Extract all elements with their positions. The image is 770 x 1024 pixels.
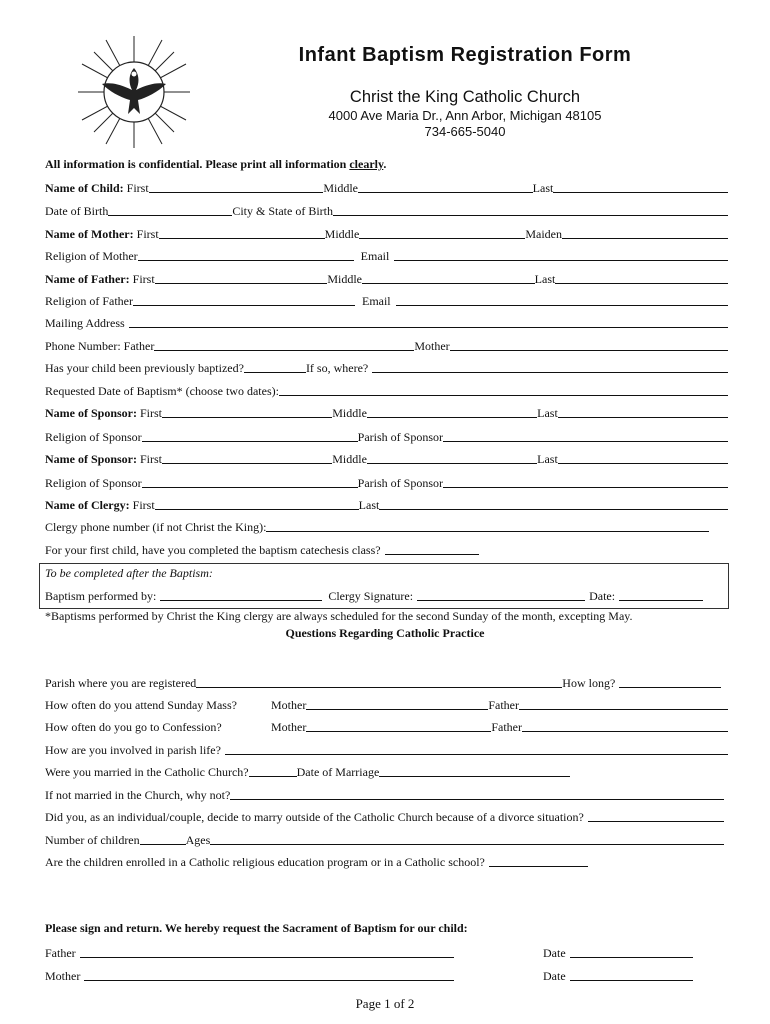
married-field[interactable] xyxy=(249,776,297,777)
birth-city-field[interactable] xyxy=(333,215,728,216)
child-name-row: Name of Child: First Middle Last xyxy=(45,178,728,196)
father-last-field[interactable] xyxy=(555,283,728,284)
sponsor1-last-field[interactable] xyxy=(558,417,728,418)
father-signature-row: Father xyxy=(45,943,454,961)
why-not-field[interactable] xyxy=(230,799,724,800)
mass-row: How often do you attend Sunday Mass? Mother Father xyxy=(45,695,728,713)
child-first-field[interactable] xyxy=(149,192,324,193)
religion-sponsor1-field[interactable] xyxy=(142,441,358,442)
mother-signature-field[interactable] xyxy=(84,980,454,981)
divorce-row: Did you, as an individual/couple, decide to marry outside of the Catholic Church because of a divorce situation? xyxy=(45,807,724,825)
questions-heading: Questions Regarding Catholic Practice xyxy=(285,626,485,640)
mother-first-field[interactable] xyxy=(159,238,325,239)
child-last-field[interactable] xyxy=(553,192,728,193)
father-first-field[interactable] xyxy=(155,283,328,284)
children-count-field[interactable] xyxy=(140,844,186,845)
mass-mother-field[interactable] xyxy=(306,709,488,710)
birth-date-field[interactable] xyxy=(108,215,232,216)
father-date-row: Date xyxy=(543,943,693,961)
clergy-signature-field[interactable] xyxy=(417,600,585,601)
father-date-field[interactable] xyxy=(570,957,693,958)
enrolled-row: Are the children enrolled in a Catholic religious education program or in a Catholic school? xyxy=(45,852,588,870)
sponsor2-middle-field[interactable] xyxy=(367,463,537,464)
sponsor2-last-field[interactable] xyxy=(558,463,728,464)
mother-name-row: Name of Mother: First Middle Maiden xyxy=(45,224,728,242)
birth-row: Date of Birth City & State of Birth xyxy=(45,201,728,219)
religion-sponsor2-field[interactable] xyxy=(142,487,358,488)
post-baptism-heading: To be completed after the Baptism: xyxy=(45,566,213,580)
clergy-phone-row: Clergy phone number (if not Christ the King): xyxy=(45,517,709,535)
religion-mother-row: Religion of Mother Email xyxy=(45,246,728,264)
parish-field[interactable] xyxy=(196,687,562,688)
intro-text: All information is confidential. Please print all information clearly. xyxy=(45,157,387,171)
mailing-address-field[interactable] xyxy=(129,327,728,328)
sponsor2-name-row: Name of Sponsor: First Middle Last xyxy=(45,449,728,467)
church-name: Christ the King Catholic Church xyxy=(349,88,581,106)
clergy-name-row: Name of Clergy: First Last xyxy=(45,495,728,513)
signature-heading: Please sign and return. We hereby request the Sacrament of Baptism for our child: xyxy=(45,921,468,935)
mother-date-field[interactable] xyxy=(570,980,693,981)
child-middle-field[interactable] xyxy=(358,192,533,193)
divorce-field[interactable] xyxy=(588,821,724,822)
confession-mother-field[interactable] xyxy=(306,731,491,732)
requested-row: Requested Date of Baptism* (choose two dates): xyxy=(45,381,728,399)
involved-row: How are you involved in parish life? xyxy=(45,740,728,758)
marriage-date-field[interactable] xyxy=(379,776,570,777)
page-number: Page 1 of 2 xyxy=(355,996,415,1011)
religion-sponsor1-row: Religion of Sponsor Parish of Sponsor xyxy=(45,427,728,445)
religion-father-field[interactable] xyxy=(133,305,355,306)
how-long-field[interactable] xyxy=(619,687,721,688)
father-name-row: Name of Father: First Middle Last xyxy=(45,269,728,287)
baptized-field[interactable] xyxy=(244,372,306,373)
father-middle-field[interactable] xyxy=(362,283,535,284)
married-row: Were you married in the Catholic Church? Date of Marriage xyxy=(45,762,570,780)
form-title: Infant Baptism Registration Form xyxy=(298,44,632,66)
religion-mother-field[interactable] xyxy=(138,260,354,261)
religion-father-row: Religion of Father Email xyxy=(45,291,728,309)
sponsor1-first-field[interactable] xyxy=(162,417,332,418)
confession-father-field[interactable] xyxy=(522,731,728,732)
clergy-last-field[interactable] xyxy=(379,509,728,510)
involved-field[interactable] xyxy=(225,754,728,755)
confession-row: How often do you go to Confession? Mother Father xyxy=(45,717,728,735)
mother-email-field[interactable] xyxy=(394,260,728,261)
footnote: *Baptisms performed by Christ the King clergy are always scheduled for the second Sunday of the month, excepting May. xyxy=(45,609,633,623)
clergy-first-field[interactable] xyxy=(155,509,359,510)
parish-sponsor1-field[interactable] xyxy=(443,441,728,442)
baptism-date-field[interactable] xyxy=(619,600,703,601)
post-baptism-row: Baptism performed by: Clergy Signature: Date: xyxy=(45,586,703,604)
mass-father-field[interactable] xyxy=(519,709,728,710)
religion-sponsor2-row: Religion of Sponsor Parish of Sponsor xyxy=(45,473,728,491)
catechesis-field[interactable] xyxy=(385,554,479,555)
sponsor1-middle-field[interactable] xyxy=(367,417,537,418)
mother-date-row: Date xyxy=(543,966,693,984)
father-phone-field[interactable] xyxy=(154,350,414,351)
sponsor2-first-field[interactable] xyxy=(162,463,332,464)
father-email-field[interactable] xyxy=(396,305,728,306)
baptized-row: Has your child been previously baptized? If so, where? xyxy=(45,358,728,376)
clergy-phone-field[interactable] xyxy=(266,531,709,532)
enrolled-field[interactable] xyxy=(489,866,588,867)
dove-cross-logo-icon xyxy=(76,34,192,150)
parish-row: Parish where you are registered How long? xyxy=(45,673,721,691)
mother-maiden-field[interactable] xyxy=(562,238,728,239)
children-row: Number of children Ages xyxy=(45,830,724,848)
father-signature-field[interactable] xyxy=(80,957,454,958)
baptized-where-field[interactable] xyxy=(372,372,728,373)
church-phone: 734-665-5040 xyxy=(424,124,506,139)
mother-middle-field[interactable] xyxy=(359,238,525,239)
sponsor1-name-row: Name of Sponsor: First Middle Last xyxy=(45,403,728,421)
requested-dates-field[interactable] xyxy=(279,395,728,396)
catechesis-row: For your first child, have you completed the baptism catechesis class? xyxy=(45,540,479,558)
mother-signature-row: Mother xyxy=(45,966,454,984)
performed-by-field[interactable] xyxy=(160,600,322,601)
phone-row: Phone Number: Father Mother xyxy=(45,336,728,354)
church-address: 4000 Ave Maria Dr., Ann Arbor, Michigan 48105 xyxy=(328,108,602,123)
children-ages-field[interactable] xyxy=(210,844,724,845)
why-not-row: If not married in the Church, why not? xyxy=(45,785,724,803)
mailing-row: Mailing Address xyxy=(45,313,728,331)
mother-phone-field[interactable] xyxy=(450,350,728,351)
parish-sponsor2-field[interactable] xyxy=(443,487,728,488)
